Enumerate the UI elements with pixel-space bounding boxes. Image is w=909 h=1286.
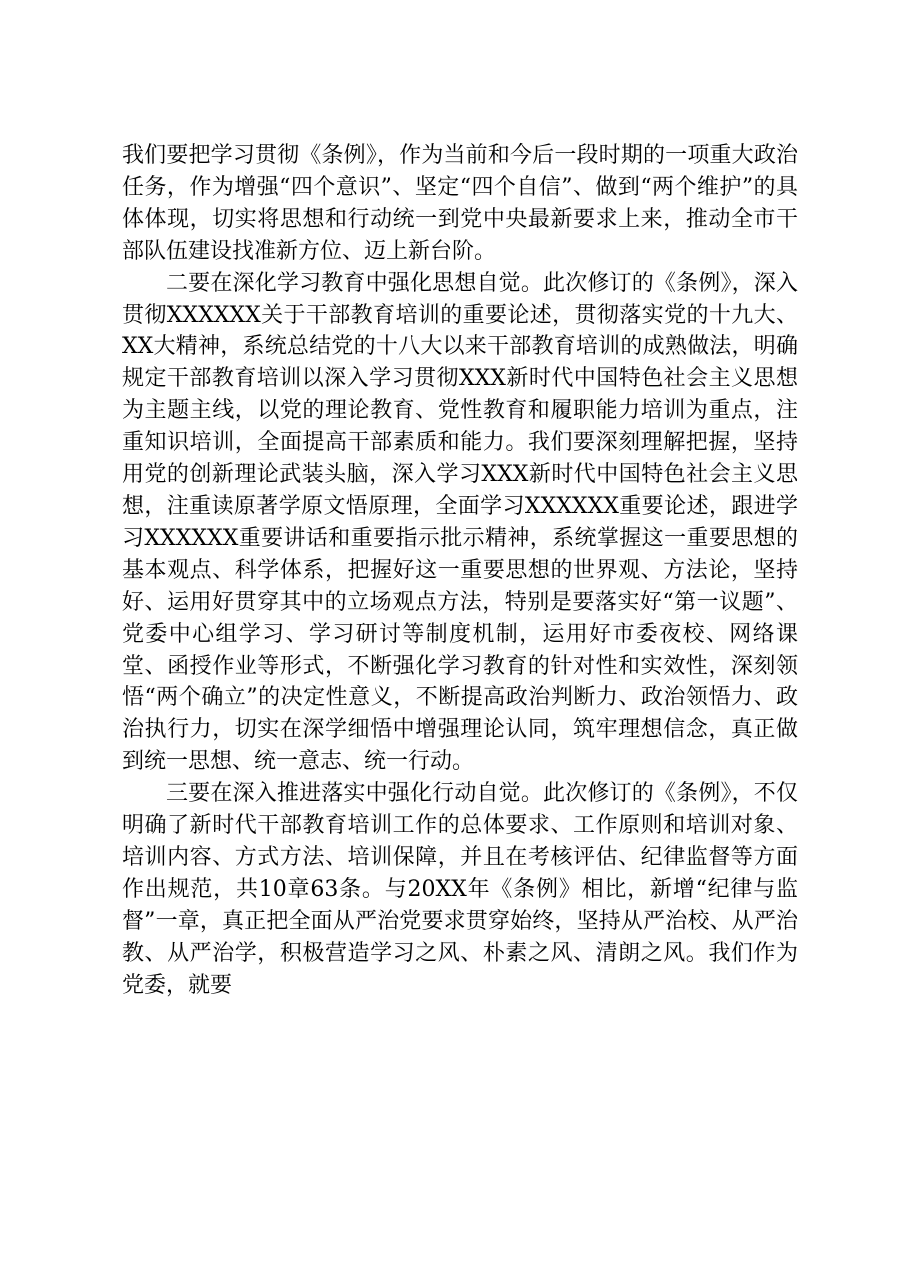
paragraph-2: 二要在深化学习教育中强化思想自觉。此次修订的《条例》，深入贯彻XXXXXX关于干部教育培训的重要论述，贯彻落实党的十九大、XX大精神，系统总结党的十八大以来干部教育培训的成熟做法，明确规定干部教育培训以深入学习贯彻XXX新时代中国特色社会主义思想为主题主线，以党的理论教育、党性教育和履职能力培训为重点，注重知识培训，全面提高干部素质和能力。我们要深刻理解把握，坚持用党的创新理论武装头脑，深入学习XXX新时代中国特色社会主义思想，注重读原著学原文悟原理，全面学习XXXXXX重要论述，跟进学习XXXXXX重要讲话和重要指示批示精神，系统掌握这一重要思想的基本观点、科学体系，把握好这一重要思想的世界观、方法论，坚持好、运用好贯穿其中的立场观点方法，特别是要落实好“第一议题”、党委中心组学习、学习研讨等制度机制，运用好市委夜校、网络课堂、函授作业等形式，不断强化学习教育的针对性和实效性，深刻领悟“两个确立”的决定性意义，不断提高政治判断力、政治领悟力、政治执行力，切实在深学细悟中增强理论认同，筑牢理想信念，真正做到统一思想、统一意志、统一行动。 [122,270,798,775]
paragraph-1: 我们要把学习贯彻《条例》，作为当前和今后一段时期的一项重大政治任务，作为增强“四个意识”、坚定“四个自信”、做到“两个维护”的具体体现，切实将思想和行动统一到党中央最新要求上来，推动全市干部队伍建设找准新方位、迈上新台阶。 [122,143,798,264]
paragraph-3: 三要在深入推进落实中强化行动自觉。此次修订的《条例》，不仅明确了新时代干部教育培训工作的总体要求、工作原则和培训对象、培训内容、方式方法、培训保障，并且在考核评估、纪律监督等方面作出规范，共10章63条。与20XX年《条例》相比，新增“纪律与监督”一章，真正把全面从严治党要求贯穿始终，坚持从严治校、从严治教、从严治学，积极营造学习之风、朴素之风、清朗之风。我们作为党委，就要 [122,781,798,998]
document-page [122,140,798,1001]
